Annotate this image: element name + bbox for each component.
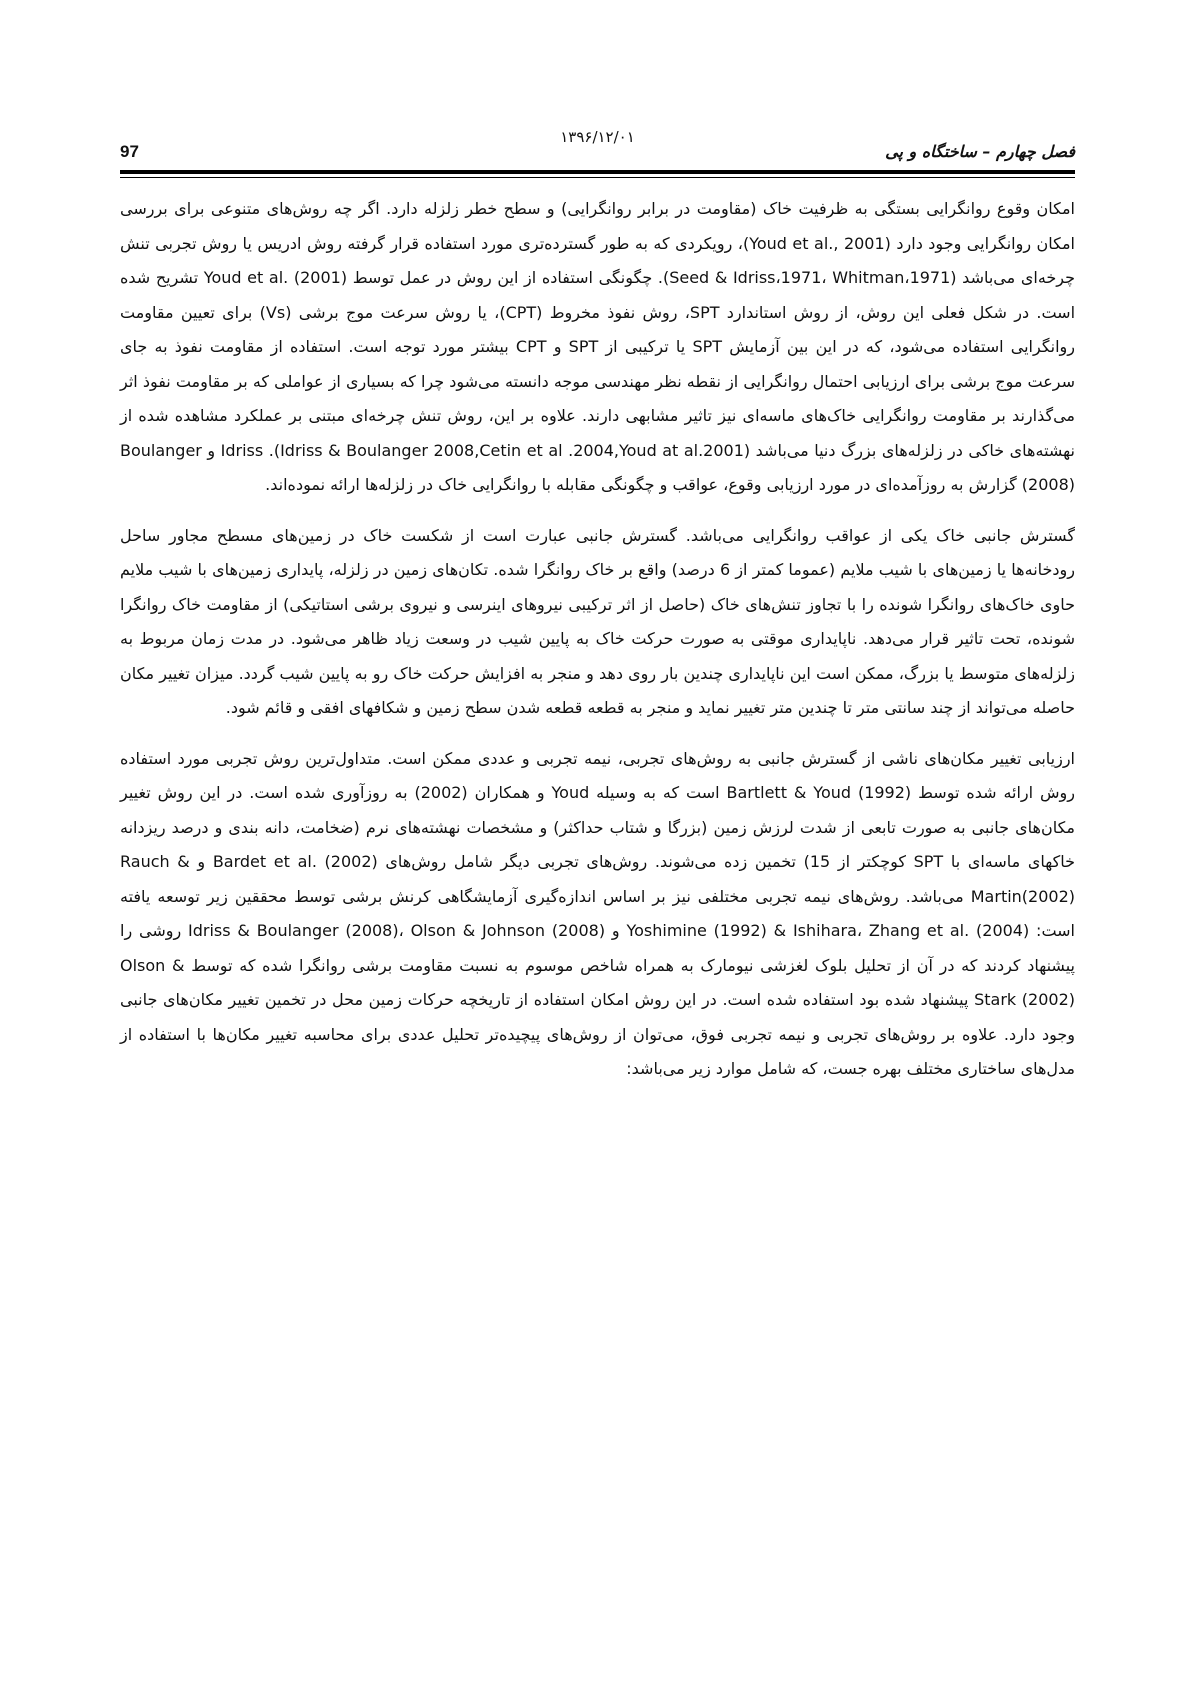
page-number: 97 bbox=[120, 142, 139, 161]
paragraph-liquefaction-assessment: امکان وقوع روانگرایی بستگی به ظرفیت خاک (مقاومت در برابر روانگرایی) و سطح خطر زلزله دارد. اگر چه روش‌های متنوعی برای بررسی امکان روانگرایی وجود دارد (Youd et al., 2001)، رویکردی که به طور گسترده‌تری مورد استفاده قرار گرفته روش ادریس یا روش تجربی تنش چرخه‌ای می‌باشد (Seed & Idriss،1971، Whitman،1971). چگونگی استفاده از این روش در عمل توسط Youd et al. (2001) تشریح شده است. در شکل فعلی این روش، از روش استاندارد SPT، روش نفوذ مخروط (CPT)، یا روش سرعت موج برشی (Vs) برای تعیین مقاومت روانگرایی استفاده می‌شود، که در این بین آزمایش SPT یا ترکیبی از SPT و CPT بیشتر مورد توجه است. استفاده از مقاومت نفوذ به جای سرعت موج برشی برای ارزیابی احتمال روانگرایی از نقطه نظر مهندسی موجه دانسته می‌شود چرا که بسیاری از عواملی که بر مقاومت نفوذ اثر می‌گذارند بر مقاومت روانگرایی خاک‌های ماسه‌ای نیز تاثیر مشابهی دارند. علاوه بر این، روش تنش چرخه‌ای مبتنی بر عملکرد مشاهده شده از نهشته‌های خاکی در زلزله‌های بزرگ دنیا می‌باشد (Idriss & Boulanger 2008,Cetin et al .2004,Youd at al.2001). Idriss و Boulanger (2008) گزارش به روزآمده‌ای در مورد ارزیابی وقوع، عواقب و چگونگی مقابله با روانگرایی خاک در زلزله‌ها ارائه نموده‌اند. bbox=[120, 199, 1076, 494]
paragraph-displacement-methods: ارزیابی تغییر مکان‌های ناشی از گسترش جانبی به روش‌های تجربی، نیمه تجربی و عددی ممکن است. متداول‌ترین روش تجربی مورد استفاده روش ارائه شده توسط Bartlett & Youd (1992) است که به وسیله Youd و همکاران (2002) به روزآوری شده است. در این روش تغییر مکان‌های جانبی به صورت تابعی از شدت لرزش زمین (بزرگا و شتاب حداکثر) و مشخصات نهشته‌های نرم (ضخامت، دانه بندی و درصد ریزدانه خاکهای ماسه‌ای با SPT کوچکتر از 15) تخمین زده می‌شوند. روش‌های تجربی دیگر شامل روش‌های Bardet et al. (2002) و Rauch & Martin(2002) می‌باشد. روش‌های نیمه تجربی مختلفی نیز بر اساس اندازه‌گیری آزمایشگاهی کرنش برشی توسط محققین زیر توسعه یافته است: Yoshimine (1992) & Ishihara، Zhang et al. (2004) و Idriss & Boulanger (2008)، Olson & Johnson (2008) روشی را پیشنهاد کردند که در آن از تحلیل بلوک لغزشی نیومارک به همراه شاخص موسوم به نسبت مقاومت برشی روانگرا شده که توسط Olson & Stark (2002) پیشنهاد شده بود استفاده شده است. در این روش امکان استفاده از تاریخچه حرکات زمین محل در تخمین تغییر مکان‌های جانبی وجود دارد. علاوه بر روش‌های تجربی و نیمه تجربی فوق، می‌توان از روش‌های پیچیده‌تر تحلیل عددی برای محاسبه تغییر مکان‌ها با استفاده از مدل‌های ساختاری مختلف بهره جست، که شامل موارد زیر می‌باشد: bbox=[120, 748, 1076, 1078]
header-date: ۱۳۹۶/۱۲/۰۱ bbox=[560, 128, 635, 146]
header-divider-thick bbox=[120, 170, 1075, 174]
chapter-title: فصل چهارم – ساختگاه و پی bbox=[885, 142, 1075, 161]
page-header bbox=[120, 128, 1075, 168]
body-text bbox=[120, 192, 1075, 1103]
header-divider-thin bbox=[120, 177, 1075, 178]
paragraph-lateral-spreading: گسترش جانبی خاک یکی از عواقب روانگرایی می‌باشد. گسترش جانبی عبارت است از شکست خاک در زمین‌های مسطح مجاور ساحل رودخانه‌ها یا زمین‌های با شیب ملایم (عموما کمتر از 6 درصد) واقع بر خاک روانگرا شده. تکان‌های زمین در زلزله، پایداری زمین‌های با شیب ملایم حاوی خاک‌های روانگرا شونده را با تجاوز تنش‌های خاک (حاصل از اثر ترکیبی نیروهای اینرسی و نیروی برشی استاتیکی) از مقاومت خاک روانگرا شونده، تحت تاثیر قرار می‌دهد. ناپایداری موقتی به صورت حرکت خاک به پایین شیب در وسعت زیاد ظاهر می‌شود. در مدت زمان مربوط به زلزله‌های متوسط یا بزرگ، ممکن است این ناپایداری چندین بار روی دهد و منجر به افزایش حرکت خاک رو به پایین شیب گردد. میزان تغییر مکان حاصله می‌تواند از چند سانتی متر تا چندین متر تغییر نماید و منجر به قطعه قطعه شدن سطح زمین و شکافهای افقی و قائم شود. bbox=[120, 525, 1075, 717]
